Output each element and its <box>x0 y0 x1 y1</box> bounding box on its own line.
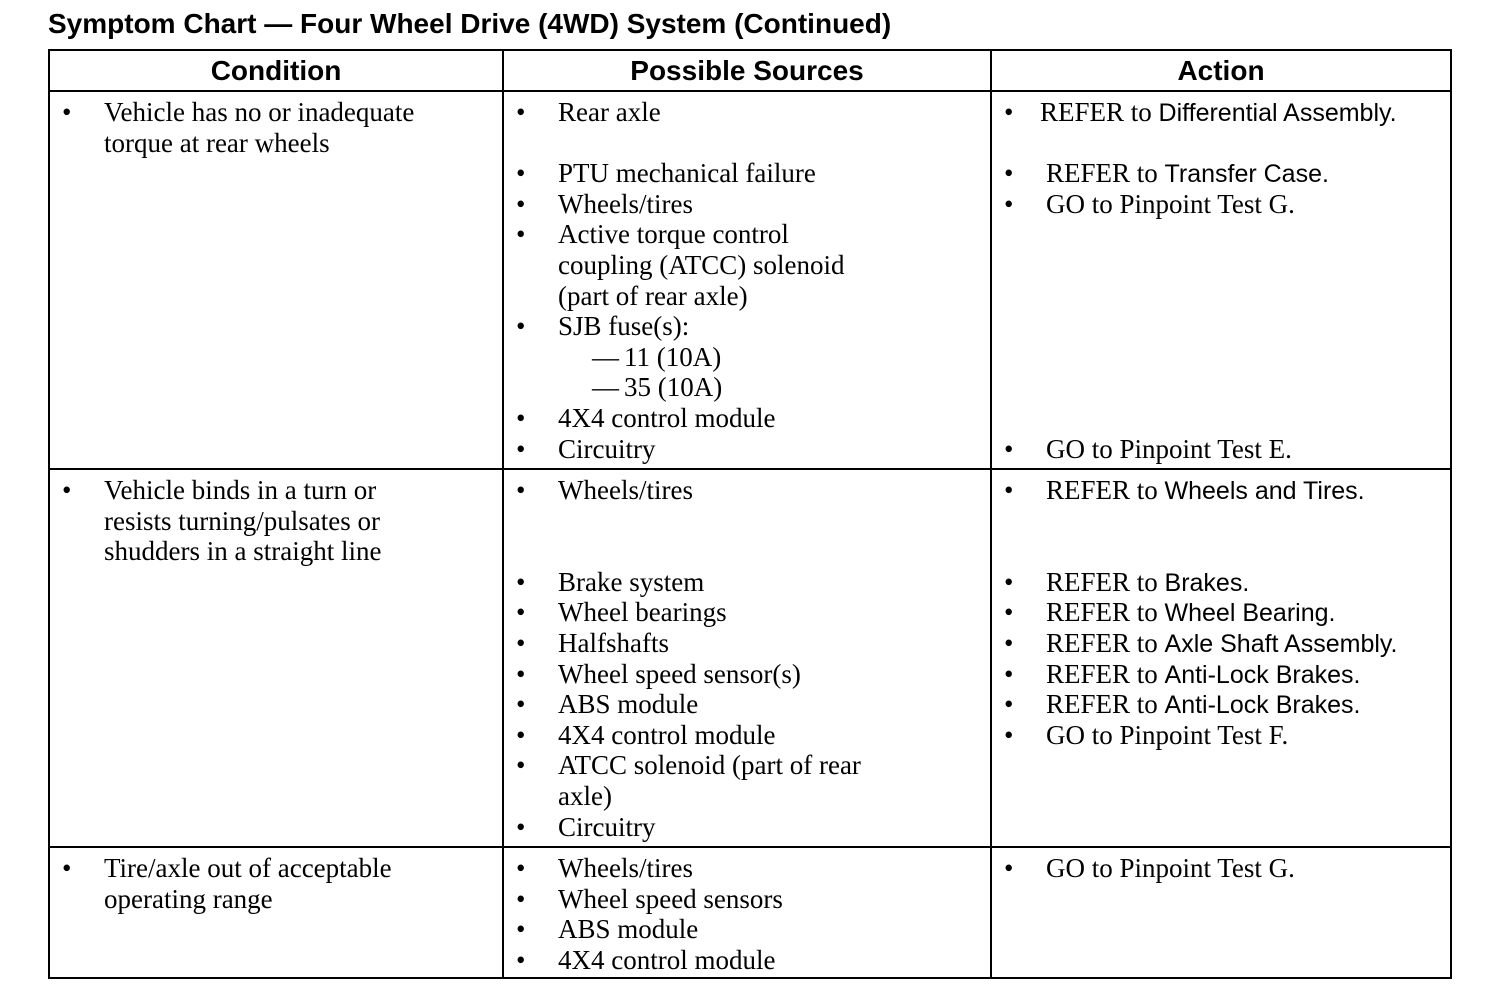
action-refer: REFER to <box>1046 158 1158 189</box>
header-row <box>49 50 1451 91</box>
source-item: (part of rear axle) <box>558 280 748 311</box>
action-refer: REFER to <box>1046 566 1158 597</box>
bullet-icon: • <box>516 158 526 189</box>
bullet-icon: • <box>516 914 526 945</box>
condition-text: operating range <box>104 883 273 914</box>
bullet-icon: • <box>62 97 72 127</box>
action-text <box>1046 567 1249 599</box>
source-item: Wheels/tires <box>558 475 693 505</box>
symptom-chart-table <box>48 49 1452 979</box>
condition-cell <box>49 91 503 469</box>
action-refer: REFER to <box>1046 658 1158 689</box>
action-link[interactable]: Wheels and Tires. <box>1164 477 1365 505</box>
bullet-icon: • <box>516 811 526 842</box>
bullet-icon: • <box>516 311 526 342</box>
bullet-icon: • <box>1004 658 1014 689</box>
bullet-icon: • <box>516 627 526 658</box>
action-refer: REFER to <box>1040 97 1152 127</box>
source-item: Rear axle <box>558 97 661 127</box>
bullet-icon: • <box>62 853 72 883</box>
action-text[interactable]: GO to Pinpoint Test G. <box>1046 188 1295 219</box>
action-link[interactable]: Transfer Case. <box>1164 160 1329 189</box>
bullet-icon: • <box>1004 627 1014 658</box>
header-condition: Condition <box>49 50 503 91</box>
source-item: 4X4 control module <box>558 719 776 750</box>
action-text[interactable]: GO to Pinpoint Test F. <box>1046 719 1289 750</box>
action-link[interactable]: Wheel Bearing. <box>1164 599 1336 628</box>
bullet-icon: • <box>1004 475 1014 505</box>
dash-icon: — <box>592 341 619 372</box>
action-refer: REFER to <box>1046 475 1158 505</box>
condition-text: Vehicle has no or inadequate <box>104 97 415 127</box>
bullet-icon: • <box>516 883 526 914</box>
source-item: Active torque control <box>558 219 789 250</box>
action-link[interactable]: Anti-Lock Brakes. <box>1164 691 1361 720</box>
action-text <box>1046 158 1329 190</box>
action-text <box>1046 597 1335 629</box>
source-item: Wheels/tires <box>558 188 693 219</box>
action-text <box>1046 628 1398 660</box>
source-item: Brake system <box>558 566 705 597</box>
condition-text: resists turning/pulsates or <box>104 505 380 536</box>
bullet-icon: • <box>1004 719 1014 750</box>
source-item: SJB fuse(s): <box>558 311 690 342</box>
source-item: ABS module <box>558 914 699 945</box>
bullet-icon: • <box>1004 853 1014 883</box>
source-item: Circuitry <box>558 811 656 842</box>
source-item: 4X4 control module <box>558 944 776 975</box>
bullet-icon: • <box>516 750 526 781</box>
bullet-icon: • <box>1004 566 1014 597</box>
source-item: coupling (ATCC) solenoid <box>558 249 845 280</box>
action-refer: REFER to <box>1046 689 1158 720</box>
bullet-icon: • <box>516 719 526 750</box>
source-item: ABS module <box>558 689 699 720</box>
action-cell <box>991 469 1451 847</box>
action-text <box>1046 689 1360 721</box>
bullet-icon: • <box>516 658 526 689</box>
source-item: 4X4 control module <box>558 402 776 433</box>
bullet-icon: • <box>516 566 526 597</box>
condition-cell <box>49 469 503 847</box>
bullet-icon: • <box>516 689 526 720</box>
source-subitem: 35 (10A) <box>624 372 723 403</box>
sources-cell <box>503 469 991 847</box>
bullet-icon: • <box>516 433 526 464</box>
action-text <box>1046 475 1365 507</box>
source-item: Wheel speed sensor(s) <box>558 658 801 689</box>
source-item: ATCC solenoid (part of rear <box>558 750 861 781</box>
action-text[interactable]: GO to Pinpoint Test G. <box>1046 853 1295 883</box>
source-item: Wheel bearings <box>558 597 727 628</box>
action-link[interactable]: Brakes. <box>1164 568 1250 597</box>
bullet-icon: • <box>516 853 526 883</box>
source-item: Wheel speed sensors <box>558 883 783 914</box>
condition-text: Tire/axle out of acceptable <box>104 853 392 883</box>
source-item: axle) <box>558 780 612 811</box>
page-title: Symptom Chart — Four Wheel Drive (4WD) System (Continued) <box>48 8 892 39</box>
bullet-icon: • <box>516 475 526 505</box>
condition-text: Vehicle binds in a turn or <box>104 475 377 505</box>
bullet-icon: • <box>1004 188 1014 219</box>
action-refer: REFER to <box>1046 627 1158 658</box>
action-text <box>1046 659 1360 691</box>
action-link[interactable]: Differential Assembly. <box>1158 99 1397 127</box>
bullet-icon: • <box>1004 158 1014 189</box>
bullet-icon: • <box>516 402 526 433</box>
action-link[interactable]: Axle Shaft Assembly. <box>1164 629 1398 658</box>
source-subitem: 11 (10A) <box>624 341 722 372</box>
bullet-icon: • <box>516 944 526 975</box>
sources-cell <box>503 91 991 469</box>
condition-cell <box>49 847 503 978</box>
header-possible-sources: Possible Sources <box>503 50 991 91</box>
bullet-icon: • <box>1004 433 1014 464</box>
table-row <box>49 91 1451 469</box>
sources-cell <box>503 847 991 978</box>
source-item: PTU mechanical failure <box>558 158 816 189</box>
action-text <box>1040 97 1397 129</box>
action-text[interactable]: GO to Pinpoint Test E. <box>1046 433 1292 464</box>
bullet-icon: • <box>516 188 526 219</box>
dash-icon: — <box>592 372 619 403</box>
action-refer: REFER to <box>1046 597 1158 628</box>
action-cell <box>991 847 1451 978</box>
bullet-icon: • <box>516 597 526 628</box>
bullet-icon: • <box>516 219 526 250</box>
action-cell <box>991 91 1451 469</box>
source-item: Wheels/tires <box>558 853 693 883</box>
bullet-icon: • <box>1004 97 1014 127</box>
source-item: Circuitry <box>558 433 656 464</box>
header-action: Action <box>991 50 1451 91</box>
table-row <box>49 847 1451 978</box>
bullet-icon: • <box>62 475 72 505</box>
action-link[interactable]: Anti-Lock Brakes. <box>1164 660 1361 689</box>
bullet-icon: • <box>516 97 526 127</box>
condition-text: torque at rear wheels <box>104 127 330 158</box>
bullet-icon: • <box>1004 689 1014 720</box>
source-item: Halfshafts <box>558 627 669 658</box>
condition-text: shudders in a straight line <box>104 536 382 567</box>
bullet-icon: • <box>1004 597 1014 628</box>
table-row <box>49 469 1451 847</box>
